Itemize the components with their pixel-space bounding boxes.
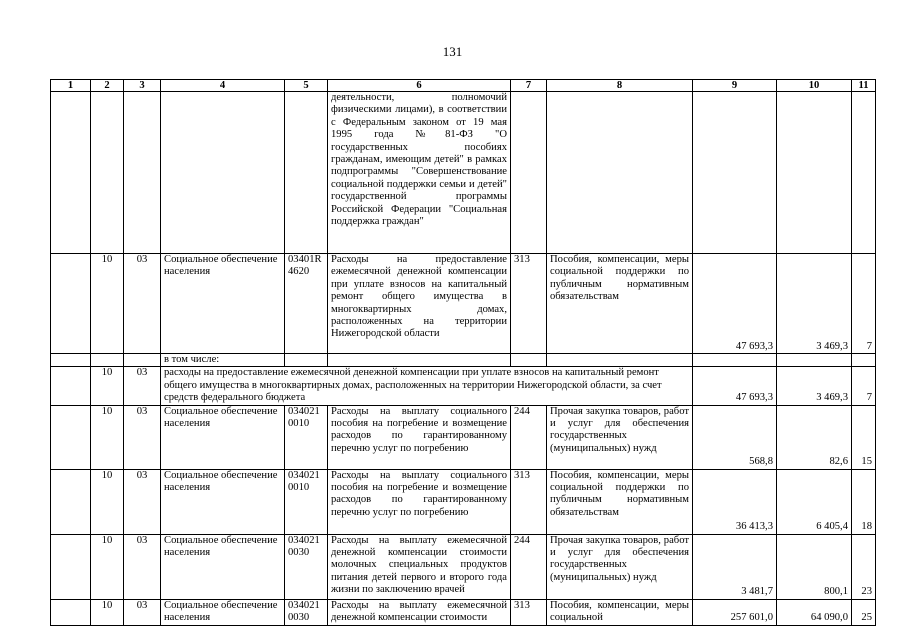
cell-subsection: 03 xyxy=(124,405,161,469)
cell-amount: 47 693,3 xyxy=(693,367,777,405)
cell-amount: 568,8 xyxy=(693,405,777,469)
cell-name: Социальное обеспечение населения xyxy=(161,469,285,534)
cell-expense-name: Пособия, компенсации, меры социальной поддержки по публичным нормативным обязательствам xyxy=(547,469,693,534)
cell-including-label: в том числе: xyxy=(161,354,285,367)
table-row xyxy=(51,405,876,469)
cell-empty xyxy=(51,367,91,405)
cell-count: 18 xyxy=(852,469,876,534)
cell-empty xyxy=(161,92,285,254)
cell-code: 034021 0010 xyxy=(285,405,328,469)
cell-empty xyxy=(91,354,124,367)
table-row xyxy=(51,599,876,625)
table-row xyxy=(51,354,876,367)
table-row xyxy=(51,367,876,405)
cell-description: Расходы на выплату социального пособия на погребение и возмещение расходов по гарантированному перечню услуг по погребению xyxy=(328,405,511,469)
cell-description: Расходы на предоставление ежемесячной денежной компенсации при уплате взносов на капитальный ремонт общего имущества в многоквартирных домах, расположенных на территории Нижегородской области xyxy=(328,254,511,354)
page-number: 131 xyxy=(442,44,463,59)
cell-section: 10 xyxy=(91,254,124,354)
table-row xyxy=(51,534,876,599)
cell-empty xyxy=(91,92,124,254)
cell-subsection: 03 xyxy=(124,469,161,534)
cell-amount-2: 82,6 xyxy=(777,405,852,469)
cell-count: 7 xyxy=(852,254,876,354)
cell-empty xyxy=(285,354,328,367)
table-header-row xyxy=(51,80,876,92)
cell-count: 25 xyxy=(852,599,876,625)
cell-spanning-description: расходы на предоставление ежемесячной денежной компенсации при уплате взносов на капитальный ремонт общего имущества в многоквартирных домах, расположенных на территории Нижегородской области, за счет средств федерального бюджета xyxy=(161,367,693,405)
table-row xyxy=(51,254,876,354)
cell-amount: 257 601,0 xyxy=(693,599,777,625)
column-header: 10 xyxy=(777,80,852,92)
cell-empty xyxy=(852,354,876,367)
cell-expense-type: 313 xyxy=(511,254,547,354)
cell-expense-name: Прочая закупка товаров, работ и услуг для обеспечения государственных (муниципальных) нужд xyxy=(547,534,693,599)
cell-amount: 47 693,3 xyxy=(693,254,777,354)
cell-description: Расходы на выплату ежемесячной денежной компенсации стоимости xyxy=(328,599,511,625)
cell-empty xyxy=(51,534,91,599)
cell-amount-2: 800,1 xyxy=(777,534,852,599)
cell-code: 034021 0030 xyxy=(285,534,328,599)
cell-amount-2: 64 090,0 xyxy=(777,599,852,625)
cell-description: Расходы на выплату ежемесячной денежной компенсации стоимости молочных специальных продуктов питания детей первого и второго года жизни по заключению врачей xyxy=(328,534,511,599)
cell-empty xyxy=(777,354,852,367)
cell-subsection: 03 xyxy=(124,254,161,354)
cell-empty xyxy=(51,354,91,367)
column-header: 8 xyxy=(547,80,693,92)
cell-description: Расходы на выплату социального пособия на погребение и возмещение расходов по гарантированному перечню услуг по погребению xyxy=(328,469,511,534)
table-row xyxy=(51,469,876,534)
column-header: 11 xyxy=(852,80,876,92)
cell-expense-type: 244 xyxy=(511,405,547,469)
cell-name: Социальное обеспечение населения xyxy=(161,405,285,469)
cell-section: 10 xyxy=(91,534,124,599)
cell-code: 034021 0010 xyxy=(285,469,328,534)
cell-empty xyxy=(285,92,328,254)
cell-subsection: 03 xyxy=(124,534,161,599)
cell-empty xyxy=(693,92,777,254)
cell-empty xyxy=(328,354,511,367)
cell-empty xyxy=(51,92,91,254)
cell-section: 10 xyxy=(91,367,124,405)
table-row xyxy=(51,92,876,254)
column-header: 2 xyxy=(91,80,124,92)
column-header: 3 xyxy=(124,80,161,92)
column-header: 4 xyxy=(161,80,285,92)
cell-empty xyxy=(124,92,161,254)
cell-expense-type: 313 xyxy=(511,599,547,625)
cell-description: деятельности, полномочий физическими лицами), в соответствии с Федеральным законом от 19 мая 1995 года №81-ФЗ "О государственных пособиях гражданам, имеющим детей" в рамках подпрограммы "Совершенствование социальной поддержки семьи и детей" государственной программы Российской Федерации "Социальная поддержка граждан" xyxy=(328,92,511,254)
cell-amount: 36 413,3 xyxy=(693,469,777,534)
column-header: 9 xyxy=(693,80,777,92)
cell-empty xyxy=(51,469,91,534)
cell-count: 23 xyxy=(852,534,876,599)
column-header: 5 xyxy=(285,80,328,92)
cell-empty xyxy=(51,405,91,469)
column-header: 7 xyxy=(511,80,547,92)
cell-empty xyxy=(547,354,693,367)
cell-section: 10 xyxy=(91,405,124,469)
cell-empty xyxy=(511,354,547,367)
column-header: 6 xyxy=(328,80,511,92)
cell-expense-name: Пособия, компенсации, меры социальной xyxy=(547,599,693,625)
cell-empty xyxy=(511,92,547,254)
cell-amount-2: 3 469,3 xyxy=(777,254,852,354)
cell-empty xyxy=(777,92,852,254)
cell-name: Социальное обеспечение населения xyxy=(161,534,285,599)
cell-expense-type: 244 xyxy=(511,534,547,599)
cell-subsection: 03 xyxy=(124,599,161,625)
cell-amount: 3 481,7 xyxy=(693,534,777,599)
cell-empty xyxy=(693,354,777,367)
budget-table xyxy=(50,79,876,626)
cell-empty xyxy=(51,254,91,354)
cell-empty xyxy=(547,92,693,254)
cell-amount-2: 6 405,4 xyxy=(777,469,852,534)
cell-expense-type: 313 xyxy=(511,469,547,534)
cell-subsection: 03 xyxy=(124,367,161,405)
cell-amount-2: 3 469,3 xyxy=(777,367,852,405)
cell-empty xyxy=(852,92,876,254)
cell-expense-name: Прочая закупка товаров, работ и услуг для обеспечения государственных (муниципальных) нужд xyxy=(547,405,693,469)
column-header: 1 xyxy=(51,80,91,92)
cell-expense-name: Пособия, компенсации, меры социальной поддержки по публичным нормативным обязательствам xyxy=(547,254,693,354)
cell-name: Социальное обеспечение населения xyxy=(161,254,285,354)
cell-empty xyxy=(124,354,161,367)
cell-count: 15 xyxy=(852,405,876,469)
cell-empty xyxy=(51,599,91,625)
cell-code: 03401R 4620 xyxy=(285,254,328,354)
cell-code: 034021 0030 xyxy=(285,599,328,625)
cell-section: 10 xyxy=(91,469,124,534)
cell-name: Социальное обеспечение населения xyxy=(161,599,285,625)
cell-count: 7 xyxy=(852,367,876,405)
cell-section: 10 xyxy=(91,599,124,625)
